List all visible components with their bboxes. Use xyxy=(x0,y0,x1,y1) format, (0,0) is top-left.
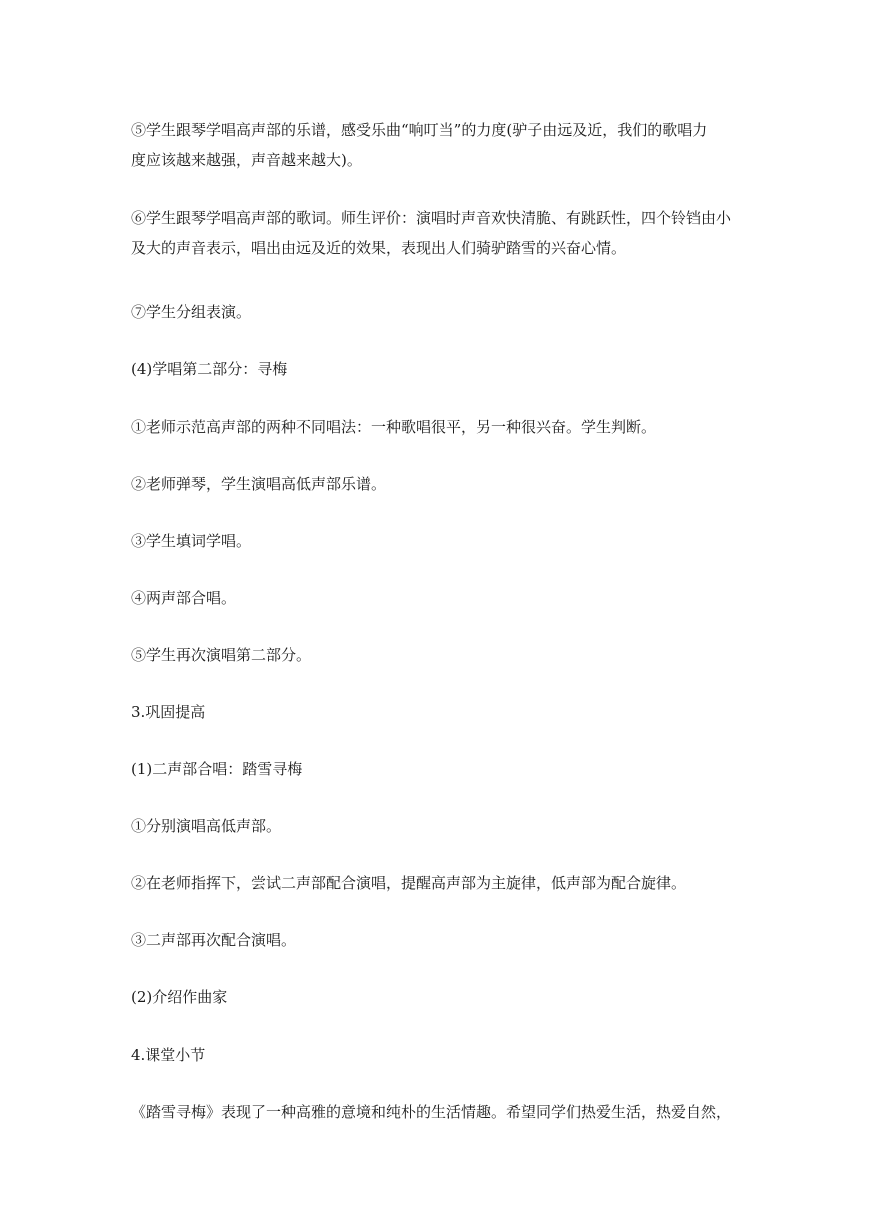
text-line: (4)学唱第二部分：寻梅 xyxy=(131,360,288,378)
text-line: ②老师弹琴，学生演唱高低声部乐谱。 xyxy=(131,475,387,493)
text-line: 度应该越来越强，声音越来越大)。 xyxy=(131,151,362,169)
text-line: 《踏雪寻梅》表现了一种高雅的意境和纯朴的生活情趣。希望同学们热爱生活，热爱自然， xyxy=(131,1103,732,1121)
paragraph-teacher-piano xyxy=(131,469,753,499)
text-line: ③学生填词学唱。 xyxy=(131,532,252,550)
text-line: ⑤学生跟琴学唱高声部的乐谱，感受乐曲“响叮当”的力度(驴子由远及近，我们的歌唱力 xyxy=(131,121,708,139)
paragraph-two-part-chorus xyxy=(131,583,753,613)
paragraph-step-7-perform xyxy=(131,297,753,327)
section-heading-part-two xyxy=(131,354,753,384)
paragraph-step-5-score xyxy=(131,115,753,175)
section-heading-consolidate xyxy=(131,697,753,727)
paragraph-separate-parts xyxy=(131,811,753,841)
text-line: ④两声部合唱。 xyxy=(131,589,237,607)
text-line: ⑦学生分组表演。 xyxy=(131,303,252,321)
paragraph-step-6-lyrics xyxy=(131,203,753,263)
text-line: (2)介绍作曲家 xyxy=(131,988,228,1006)
paragraph-teacher-demo xyxy=(131,412,753,442)
text-line: 3.巩固提高 xyxy=(131,703,206,721)
text-line: ①分别演唱高低声部。 xyxy=(131,817,282,835)
text-line: 及大的声音表示，唱出由远及近的效果，表现出人们骑驴踏雪的兴奋心情。 xyxy=(131,239,627,257)
section-heading-summary xyxy=(131,1040,753,1070)
section-heading-chorus xyxy=(131,754,753,784)
paragraph-conductor xyxy=(131,868,753,898)
paragraph-fill-lyrics xyxy=(131,526,753,556)
text-line: ①老师示范高声部的两种不同唱法：一种歌唱很平，另一种很兴奋。学生判断。 xyxy=(131,418,657,436)
text-line: 4.课堂小节 xyxy=(131,1046,206,1064)
text-line: ②在老师指挥下，尝试二声部配合演唱，提醒高声部为主旋律，低声部为配合旋律。 xyxy=(131,874,687,892)
text-line: ⑥学生跟琴学唱高声部的歌词。师生评价：演唱时声音欢快清脆、有跳跃性，四个铃铛由小 xyxy=(131,209,732,227)
text-line: ③二声部再次配合演唱。 xyxy=(131,931,297,949)
paragraph-sing-again xyxy=(131,640,753,670)
text-line: ⑤学生再次演唱第二部分。 xyxy=(131,646,312,664)
paragraph-summary-text xyxy=(131,1097,753,1127)
text-line: (1)二声部合唱：踏雪寻梅 xyxy=(131,760,303,778)
section-heading-composer xyxy=(131,982,753,1012)
paragraph-again-together xyxy=(131,925,753,955)
